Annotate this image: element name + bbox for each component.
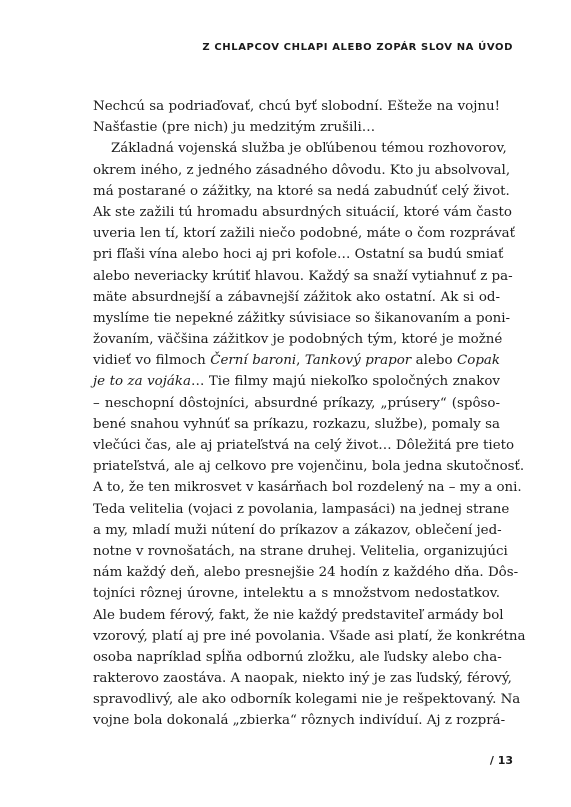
text-line (93, 710, 506, 731)
text-run: notne v rovnošatách, na strane druhej. Velitelia, organizujúci (93, 543, 508, 559)
text-run: osoba napríklad spĺňa odbornú zložku, ale ľudsky alebo cha- (93, 649, 502, 665)
text-line (93, 583, 500, 604)
text-run: Teda velitelia (vojaci z povolania, lampasáci) na jednej strane (93, 501, 510, 517)
text-line (93, 562, 519, 583)
text-run: spravodlivý, ale ako odborník kolegami nie je rešpektovaný. Na (93, 692, 521, 708)
text-run: alebo (411, 353, 458, 369)
text-line (93, 435, 515, 456)
text-run: vidieť vo filmoch (93, 353, 211, 369)
text-line (93, 181, 510, 202)
text-line (93, 499, 510, 520)
text-line (93, 520, 500, 541)
text-run: Našťastie (pre nich) ju medzitým zrušili… (93, 120, 376, 136)
text-line (93, 244, 504, 265)
running-head: Z CHLAPCOV CHLAPI ALEBO ZOPÁR SLOV NA ÚVOD (202, 42, 513, 53)
text-run: žovaním, väčšina zážitkov je podobných tým, ktoré je možné (93, 332, 503, 348)
text-line (93, 393, 500, 414)
text-run: priateľstvá, ale aj celkovo pre vojenčinu, bola jedna skutočnosť. (93, 459, 525, 475)
text-line (93, 605, 504, 626)
text-line (93, 223, 516, 244)
text-line (93, 689, 521, 710)
page-number: / 13 (489, 754, 513, 767)
italic-title: Černí baroni (210, 353, 297, 369)
text-line (93, 117, 500, 138)
italic-title: Tankový prapor (304, 353, 412, 369)
text-run: uveria len tí, ktorí zažili niečo podobné, máte o čom rozprávať (93, 226, 516, 242)
text-line (93, 308, 511, 329)
text-run: , (296, 353, 305, 369)
text-run: – neschopní dôstojníci, absurdné príkazy, „prúsery“ (spôso- (93, 395, 500, 411)
text-run: nám každý deň, alebo presnejšie 24 hodín z každého dňa. Dôs- (93, 565, 519, 581)
text-line (93, 266, 513, 287)
italic-title: je to za vojáka (93, 374, 191, 390)
text-run: myslíme tie nepekné zážitky súvisiace so šikanovaním a poni- (93, 310, 511, 326)
text-line (93, 541, 508, 562)
text-run: A to, že ten mikrosvet v kasárňach bol rozdelený na – my a oni. (93, 480, 522, 496)
body-text (93, 96, 526, 732)
text-run: mäte absurdnejší a zábavnejší zážitok ako ostatní. Ak si od- (93, 289, 500, 305)
text-line (93, 329, 503, 350)
text-run: alebo neveriacky krútiť hlavou. Každý sa snaží vytiahnuť z pa- (93, 268, 513, 284)
text-line (93, 647, 500, 668)
text-run: Nechcú sa podriaďovať, chcú byť slobodní. Ešteže na vojnu! (93, 99, 500, 114)
text-run: Ak ste zažili tú hromadu absurdných situácií, ktoré vám často (93, 204, 512, 220)
text-line (93, 371, 500, 392)
text-line (93, 456, 525, 477)
text-run: a my, mladí muži nútení do príkazov a zákazov, oblečení jed- (93, 522, 502, 538)
text-run: vlečúci čas, ale aj priateľstvá na celý život… Dôležitá pre tieto (93, 438, 515, 453)
text-line (93, 160, 511, 181)
text-run: Základná vojenská služba je obľúbenou témou rozhovorov, (111, 141, 507, 157)
text-line (93, 287, 500, 308)
text-run: rakterovo zaostáva. A naopak, niekto iný je zas ľudský, férový, (93, 671, 512, 687)
text-line (93, 668, 512, 689)
text-line (93, 96, 500, 117)
text-line (93, 626, 526, 647)
text-line (93, 202, 512, 223)
text-line (93, 138, 507, 159)
text-run: pri fľaši vína alebo hoci aj pri kofole… Ostatní sa budú smiať (93, 247, 504, 263)
text-run: okrem iného, z jedného zásadného dôvodu. Kto ju absolvoval, (93, 162, 511, 178)
text-run: bené snahou vyhnúť sa príkazu, rozkazu, službe), pomaly sa (93, 416, 500, 432)
text-line (93, 477, 522, 498)
italic-title: Copak (457, 353, 500, 369)
text-run: vojne bola dokonalá „zbierka“ rôznych indivíduí. Aj z rozprá- (93, 713, 506, 729)
text-run: … Tie filmy majú niekoľko spoločných znakov (190, 374, 500, 390)
text-run: má postarané o zážitky, na ktoré sa nedá zabudnúť celý život. (93, 183, 510, 199)
text-line (93, 414, 500, 435)
text-run: vzorový, platí aj pre iné povolania. Všade asi platí, že konkrétna (93, 628, 526, 644)
text-line (93, 350, 500, 371)
text-run: tojníci rôznej úrovne, intelektu a s množstvom nedostatkov. (93, 586, 500, 602)
text-run: Ale budem férový, fakt, že nie každý predstaviteľ armády bol (93, 607, 504, 623)
